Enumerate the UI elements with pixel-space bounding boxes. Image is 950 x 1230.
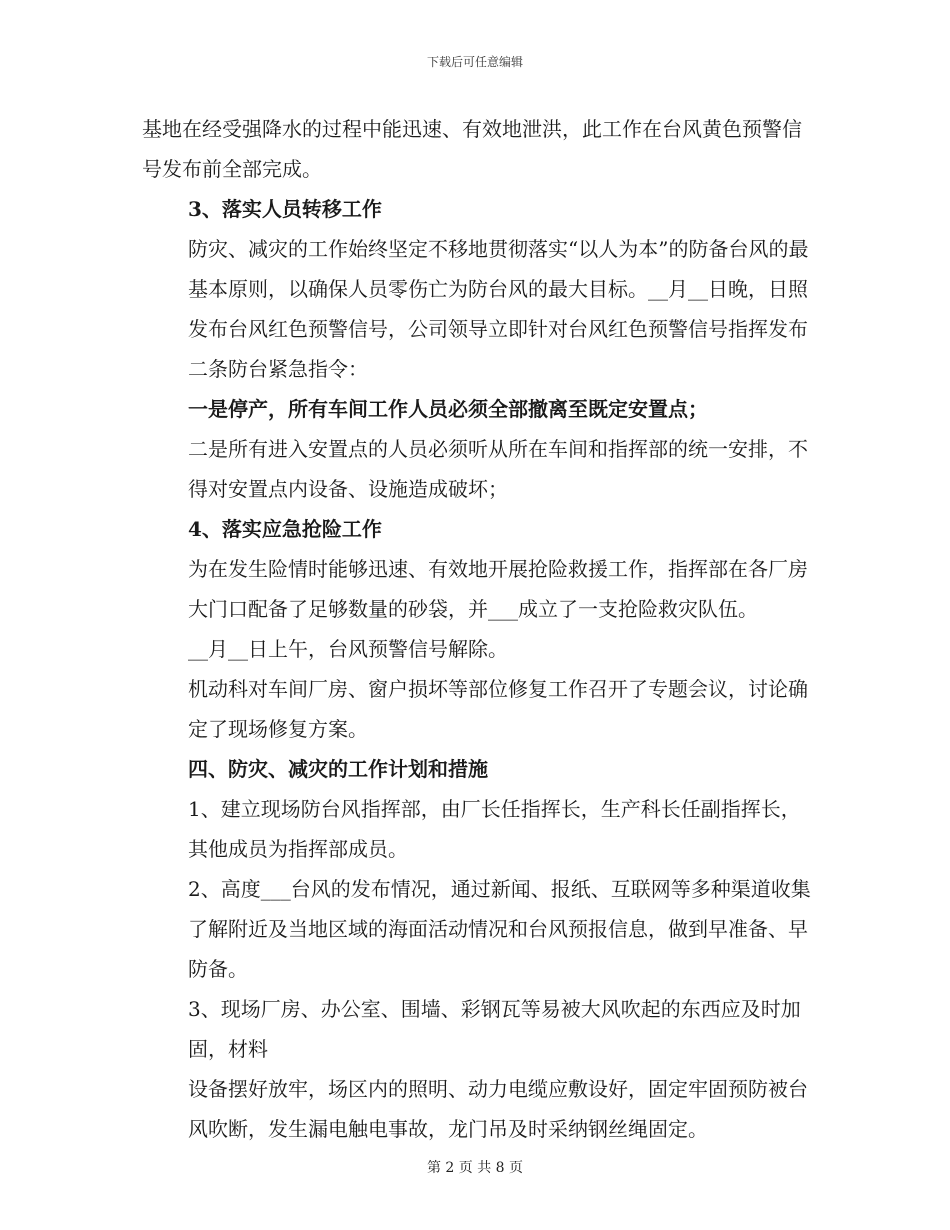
page-header: 下载后可任意编辑 bbox=[426, 55, 523, 69]
list-item: 3、现场厂房、办公室、围墙、彩钢瓦等易被大风吹起的东西应及时加固，材料 bbox=[188, 997, 801, 1061]
section-heading: 4、落实应急抢险工作 bbox=[188, 517, 382, 541]
paragraph: __月__日上午，台风预警信号解除。 bbox=[188, 637, 508, 661]
document-body bbox=[142, 109, 812, 1149]
paragraph: 基地在经受强降水的过程中能迅速、有效地泄洪，此工作在台风黄色预警信号发布前全部完成。 bbox=[142, 117, 802, 181]
directive-item: 二是所有进入安置点的人员必须听从所在车间和指挥部的统一安排，不得对安置点内设备、设施造成破坏； bbox=[188, 437, 808, 501]
section-heading: 3、落实人员转移工作 bbox=[188, 197, 382, 221]
directive-item: 一是停产，所有车间工作人员必须全部撤离至既定安置点； bbox=[188, 397, 708, 421]
section-heading: 四、防灾、减灾的工作计划和措施 bbox=[188, 757, 488, 781]
paragraph: 为在发生险情时能够迅速、有效地开展抢险救援工作，指挥部在各厂房大门口配备了足够数量的砂袋，并___成立了一支抢险救灾队伍。 bbox=[188, 557, 808, 621]
paragraph: 机动科对车间厂房、窗户损坏等部位修复工作召开了专题会议，讨论确定了现场修复方案。 bbox=[188, 677, 808, 741]
page-footer: 第 2 页 共 8 页 bbox=[426, 1160, 524, 1176]
list-item: 1、建立现场防台风指挥部，由厂长任指挥长，生产科长任副指挥长，其他成员为指挥部成员。 bbox=[188, 797, 801, 861]
paragraph: 设备摆好放牢，场区内的照明、动力电缆应敷设好，固定牢固预防被台风吹断，发生漏电触电事故，龙门吊及时采纳钢丝绳固定。 bbox=[188, 1077, 808, 1141]
list-item: 2、高度___台风的发布情况，通过新闻、报纸、互联网等多种渠道收集了解附近及当地区域的海面活动情况和台风预报信息，做到早准备、早防备。 bbox=[188, 877, 811, 981]
paragraph: 防灾、减灾的工作始终坚定不移地贯彻落实“以人为本”的防备台风的最基本原则，以确保人员零伤亡为防台风的最大目标。__月__日晚，日照发布台风红色预警信号，公司领导立即针对台风红色预警信号指挥发布二条防台紧急指令： bbox=[188, 237, 809, 381]
